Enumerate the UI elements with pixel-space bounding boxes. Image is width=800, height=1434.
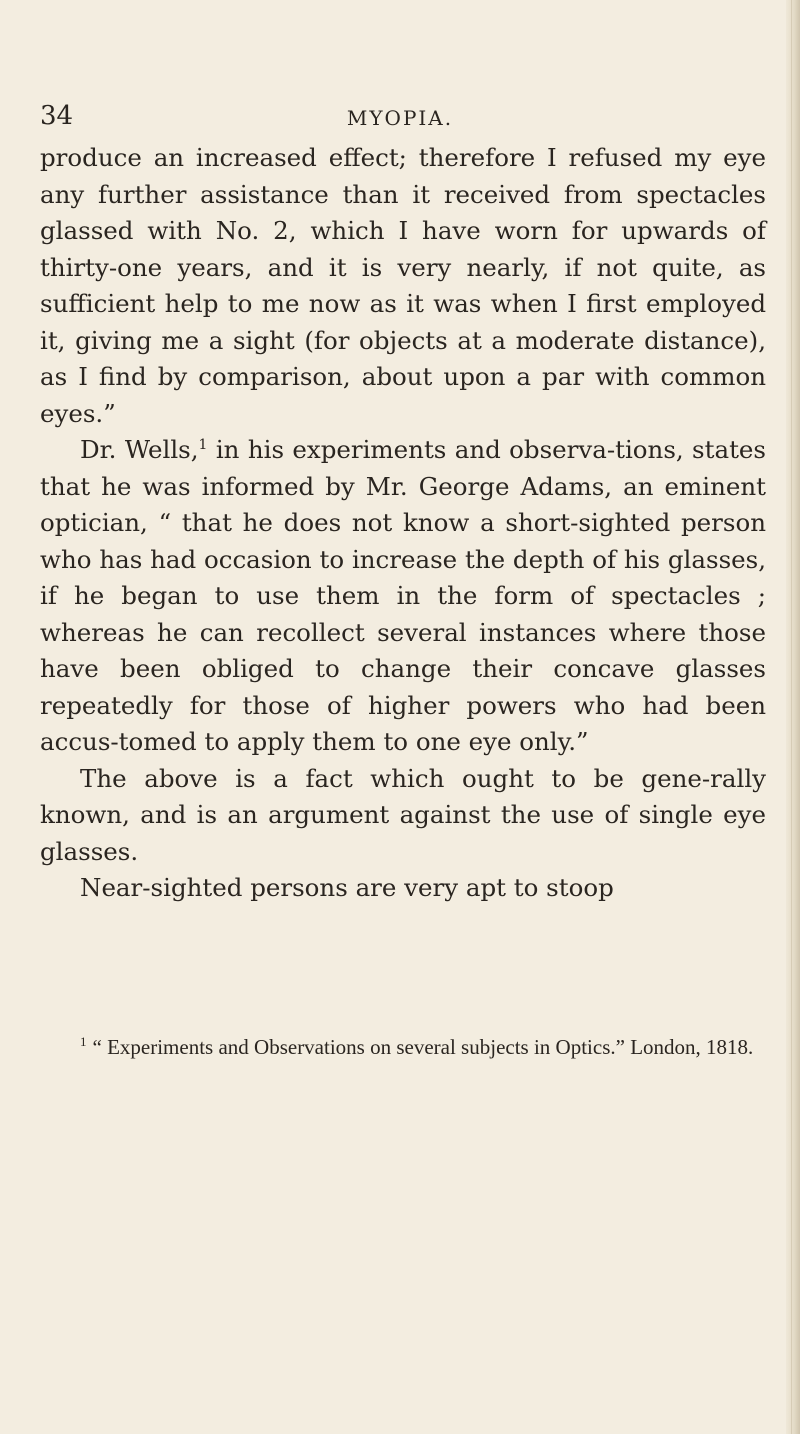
paragraph-2-rest: in his experiments and observa-tions, states that he was informed by Mr. George Adams, an eminent optician, “ that he does not know a short-sighted person who has had occasion to increase the depth of his glasses, if he began to use them in the form of spectacles ; whereas he can recollect several instances where those have been obliged to change their concave glasses repeatedly for those of higher powers who had been accus-tomed to apply them to one eye only.” [40, 435, 766, 756]
page-number: 34 [40, 101, 74, 131]
paragraph-2 [40, 432, 766, 761]
footnote-reference: 1 [198, 436, 208, 453]
paragraph-1: produce an increased effect; therefore I refused my eye any further assistance than it received from spectacles glassed with No. 2, which I have worn for upwards of thirty-one years, and it is very nearly, if not quite, as sufficient help to me now as it was when I first employed it, giving me a sight (for objects at a moderate distance), as I find by comparison, about upon a par with common eyes.” [40, 143, 766, 428]
footnote [40, 1031, 766, 1063]
running-title: MYOPIA. [346, 106, 454, 130]
footnote-text: “ Experiments and Observations on several subjects in Optics.” London, 1818. [92, 1035, 754, 1059]
paragraph-2-start: Dr. Wells, [80, 435, 199, 464]
paragraph-3: The above is a fact which ought to be gene-rally known, and is an argument against the use of single eye glasses. [40, 763, 766, 866]
page-header [0, 96, 800, 136]
page-edge [786, 0, 800, 1434]
body-text [40, 140, 766, 907]
footnote-text-block [40, 1031, 766, 1063]
paragraph-4: Near-sighted persons are very apt to stoop [80, 873, 614, 902]
footnote-marker: 1 [80, 1034, 87, 1049]
